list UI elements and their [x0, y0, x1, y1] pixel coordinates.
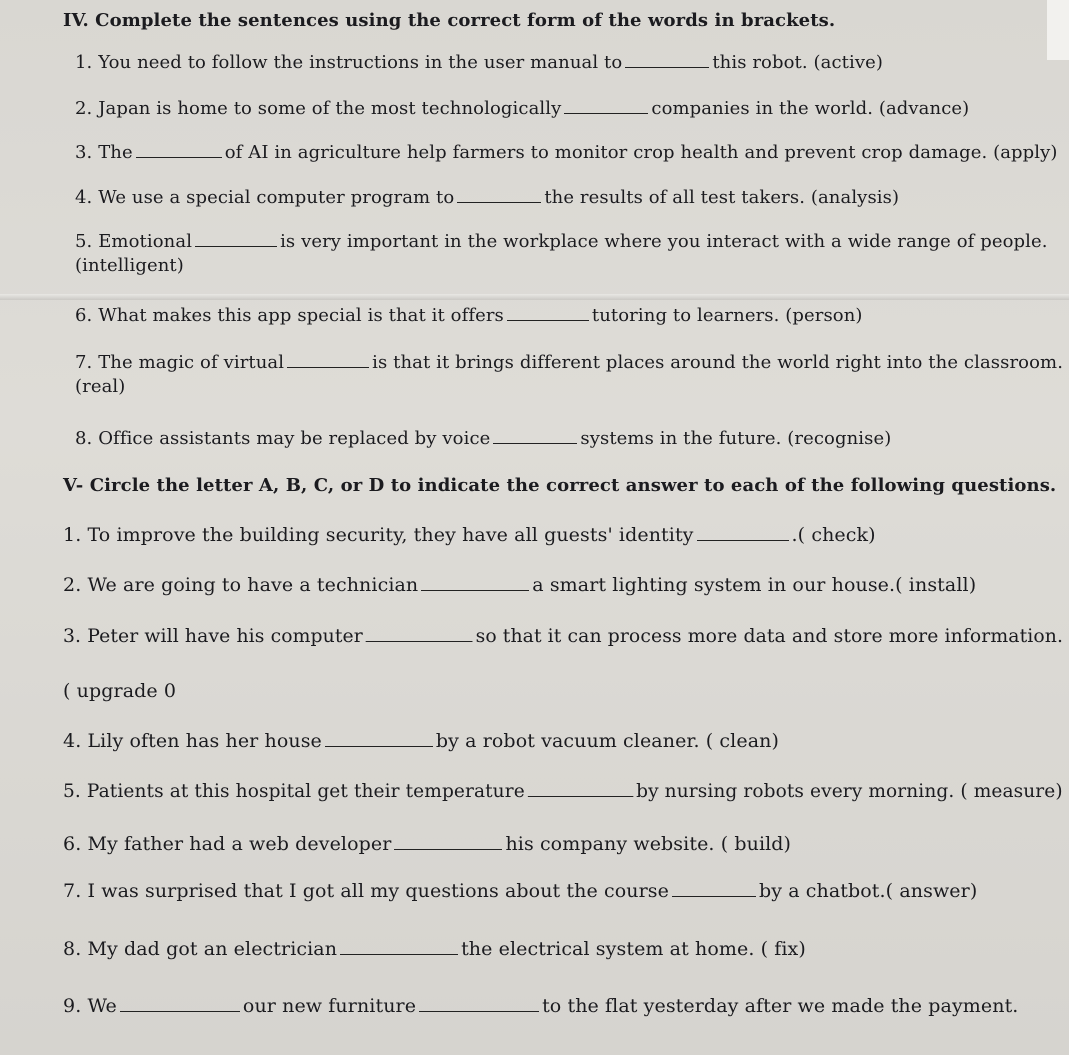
- s5-item-2: [63, 574, 976, 596]
- answer-blank[interactable]: [366, 627, 473, 642]
- s5-item-7: [63, 880, 977, 902]
- paper-corner: [1047, 0, 1069, 60]
- s4-item-5-hint: (intelligent): [75, 255, 184, 276]
- s4-item-7-text-a: 7. The magic of virtual: [75, 352, 285, 373]
- answer-blank[interactable]: [672, 882, 756, 897]
- s5-item-9-text-b: our new furniture: [242, 995, 417, 1017]
- s4-item-8-text-b: systems in the future. (recognise): [580, 428, 892, 449]
- answer-blank[interactable]: [625, 53, 709, 68]
- s4-item-7-hint: (real): [75, 376, 126, 397]
- s5-item-7-text-a: 7. I was surprised that I got all my questions about the course: [63, 880, 669, 902]
- s5-item-9-text-c: to the flat yesterday after we made the payment.: [542, 995, 1019, 1017]
- answer-blank[interactable]: [195, 232, 277, 247]
- s5-item-7-text-b: by a chatbot.( answer): [758, 880, 978, 902]
- s4-item-2: [75, 98, 969, 120]
- s5-item-1-text-b: .( check): [791, 524, 876, 546]
- s5-item-6-text-b: his company website. ( build): [505, 833, 792, 855]
- answer-blank[interactable]: [287, 353, 369, 368]
- s5-item-8-text-b: the electrical system at home. ( fix): [461, 938, 806, 960]
- answer-blank[interactable]: [136, 143, 222, 158]
- s5-item-2-text-b: a smart lighting system in our house.( install): [532, 574, 977, 596]
- s4-item-7: [75, 352, 1063, 374]
- s5-item-2-text-a: 2. We are going to have a technician: [63, 574, 419, 596]
- answer-blank[interactable]: [419, 997, 539, 1012]
- s4-item-2-text-a: 2. Japan is home to some of the most technologically: [75, 98, 562, 119]
- answer-blank[interactable]: [493, 429, 577, 444]
- s5-item-5: [63, 780, 1063, 802]
- s4-item-6-text-a: 6. What makes this app special is that it offers: [75, 305, 504, 326]
- s5-item-4-text-a: 4. Lily often has her house: [63, 730, 322, 752]
- s5-item-6-text-a: 6. My father had a web developer: [63, 833, 392, 855]
- s5-item-4: [63, 730, 779, 752]
- answer-blank[interactable]: [394, 835, 502, 850]
- s4-item-1: [75, 52, 883, 74]
- s5-item-3-hint: ( upgrade 0: [63, 680, 177, 702]
- s4-item-8-text-a: 8. Office assistants may be replaced by voice: [75, 428, 491, 449]
- s4-item-2-text-b: companies in the world. (advance): [651, 98, 970, 119]
- answer-blank[interactable]: [325, 732, 433, 747]
- s4-item-5: [75, 231, 1048, 253]
- s4-item-6-text-b: tutoring to learners. (person): [591, 305, 863, 326]
- paper-fold: [0, 294, 1069, 300]
- s5-item-3: [63, 625, 1063, 647]
- section-4-title: IV. Complete the sentences using the correct form of the words in brackets.: [63, 10, 836, 31]
- s4-item-5-text-b: is very important in the workplace where you interact with a wide range of people.: [280, 231, 1048, 252]
- answer-blank[interactable]: [507, 306, 589, 321]
- s4-item-4-text-a: 4. We use a special computer program to: [75, 187, 455, 208]
- answer-blank[interactable]: [697, 526, 789, 541]
- answer-blank[interactable]: [340, 940, 458, 955]
- s5-item-1: [63, 524, 876, 546]
- answer-blank[interactable]: [421, 576, 529, 591]
- s4-item-1-text-b: this robot. (active): [712, 52, 884, 73]
- s4-item-3: [75, 142, 1058, 164]
- s4-item-6: [75, 305, 863, 327]
- s5-item-6: [63, 833, 791, 855]
- answer-blank[interactable]: [528, 782, 633, 797]
- s4-item-8: [75, 428, 891, 450]
- s5-item-9: [63, 995, 1018, 1017]
- s5-item-5-text-b: by nursing robots every morning. ( measure): [636, 780, 1063, 802]
- s5-item-9-text-a: 9. We: [63, 995, 117, 1017]
- s4-item-7-text-b: is that it brings different places around the world right into the classroom.: [372, 352, 1064, 373]
- s5-item-1-text-a: 1. To improve the building security, they have all guests' identity: [63, 524, 694, 546]
- answer-blank[interactable]: [120, 997, 240, 1012]
- s5-item-8-text-a: 8. My dad got an electrician: [63, 938, 338, 960]
- s5-item-8: [63, 938, 806, 960]
- s5-item-4-text-b: by a robot vacuum cleaner. ( clean): [435, 730, 779, 752]
- section-5-title: V- Circle the letter A, B, C, or D to indicate the correct answer to each of the following questions.: [63, 475, 1057, 496]
- s5-item-3-text-b: so that it can process more data and store more information.: [475, 625, 1064, 647]
- s4-item-1-text-a: 1. You need to follow the instructions in the user manual to: [75, 52, 623, 73]
- s4-item-4: [75, 187, 899, 209]
- s4-item-3-text-b: of AI in agriculture help farmers to monitor crop health and prevent crop damage. (apply): [224, 142, 1058, 163]
- answer-blank[interactable]: [457, 188, 541, 203]
- s4-item-4-text-b: the results of all test takers. (analysis): [544, 187, 900, 208]
- s4-item-3-text-a: 3. The: [75, 142, 133, 163]
- s5-item-3-text-a: 3. Peter will have his computer: [63, 625, 363, 647]
- s4-item-5-text-a: 5. Emotional: [75, 231, 193, 252]
- s5-item-5-text-a: 5. Patients at this hospital get their temperature: [63, 780, 525, 802]
- answer-blank[interactable]: [564, 99, 648, 114]
